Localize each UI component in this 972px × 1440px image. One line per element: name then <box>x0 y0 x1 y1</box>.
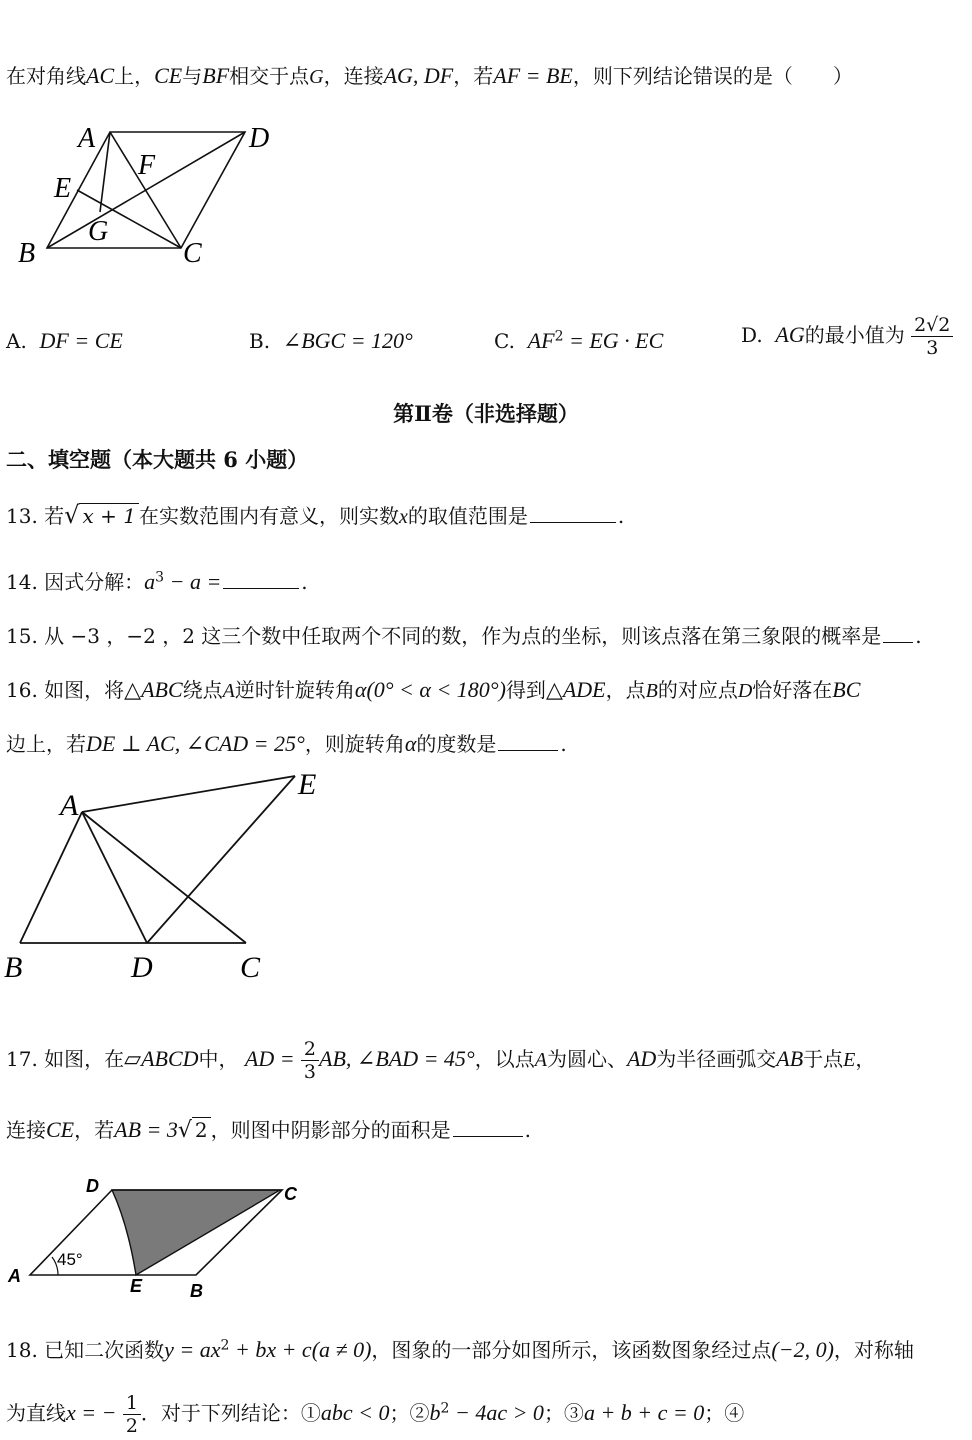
q16-label-a: A <box>60 789 79 822</box>
q18-line1: 18. 已知二次函数$y = ax^2$ + bx + c(a ≠ 0)，图象的一部分如图所示，该函数图象经过点(−2, 0)，对称轴 <box>6 1337 914 1362</box>
q12-option-c[interactable]: C. $AF^2$ = EG · EC <box>494 328 664 353</box>
q17-label-a: A <box>8 1266 21 1286</box>
q16-line2: 边上，若DE ⊥ AC, ∠CAD = 25°，则旋转角α的度数是 . <box>6 731 567 756</box>
q12-option-d[interactable]: D. AG的最小值为 $\frac{2√2}{3}$ <box>741 314 953 359</box>
q17-angle-label: 45° <box>57 1250 83 1269</box>
q16-label-e: E <box>298 768 317 801</box>
q16-line1: 16. 如图，将△ABC绕点A逆时针旋转角α(0° < α < 180°)得到△ADE，点B的对应点D恰好落在BC <box>6 677 861 702</box>
volume-title: 第Ⅱ卷（非选择题） <box>393 401 579 426</box>
q17-label-d: D <box>86 1176 99 1196</box>
q17-label-e: E <box>130 1276 143 1296</box>
q13: 13. 若√ x + 1 在实数范围内有意义，则实数x的取值范围是 . <box>6 501 625 529</box>
q14: 14. 因式分解：$a^3 - a$ = . <box>6 569 308 594</box>
q15: 15. 从 −3 ，−2 ，2 这三个数中任取两个不同的数，作为点的坐标，则该点落在第三象限的概率是 . <box>6 624 922 648</box>
q17-label-b: B <box>190 1281 203 1301</box>
q12-label-f: F <box>138 150 156 181</box>
q12-label-e: E <box>54 173 72 204</box>
q16-label-d: D <box>131 951 153 984</box>
q12-label-g: G <box>88 216 109 247</box>
q12-option-a[interactable]: A. DF = CE <box>6 328 123 353</box>
q18-line2: 为直线x = − $\frac{1}{2}$ ．对于下列结论：①abc < 0；$②b^2 - 4ac > 0$；③a + b + c = 0；④ <box>6 1392 745 1437</box>
q17-line1: 17. 如图，在▱ABCD中， AD = $\frac{2}{3}$ AB, ∠BAD = 45°，以点A为圆心、AD为半径画弧交AB于点E， <box>6 1038 876 1083</box>
q12-stem: 在对角线AC上，CE与BF相交于点G，连接AG, DF，若AF = BE，则下列结论错误的是（ ） <box>6 63 853 88</box>
q12-label-d: D <box>249 123 270 154</box>
q12-label-c: C <box>183 238 202 269</box>
section-title: 二、填空题（本大题共 6 小题） <box>6 447 309 472</box>
q17-label-c: C <box>284 1184 297 1204</box>
q16-label-b: B <box>4 951 23 984</box>
q12-label-b: B <box>18 238 36 269</box>
q16-label-c: C <box>240 951 261 984</box>
q12-label-a: A <box>78 123 96 154</box>
q17-line2: 连接CE，若AB = 3√ 2 ，则图中阴影部分的面积是 . <box>6 1117 531 1143</box>
q12-option-b[interactable]: B. ∠BGC = 120° <box>249 328 413 353</box>
